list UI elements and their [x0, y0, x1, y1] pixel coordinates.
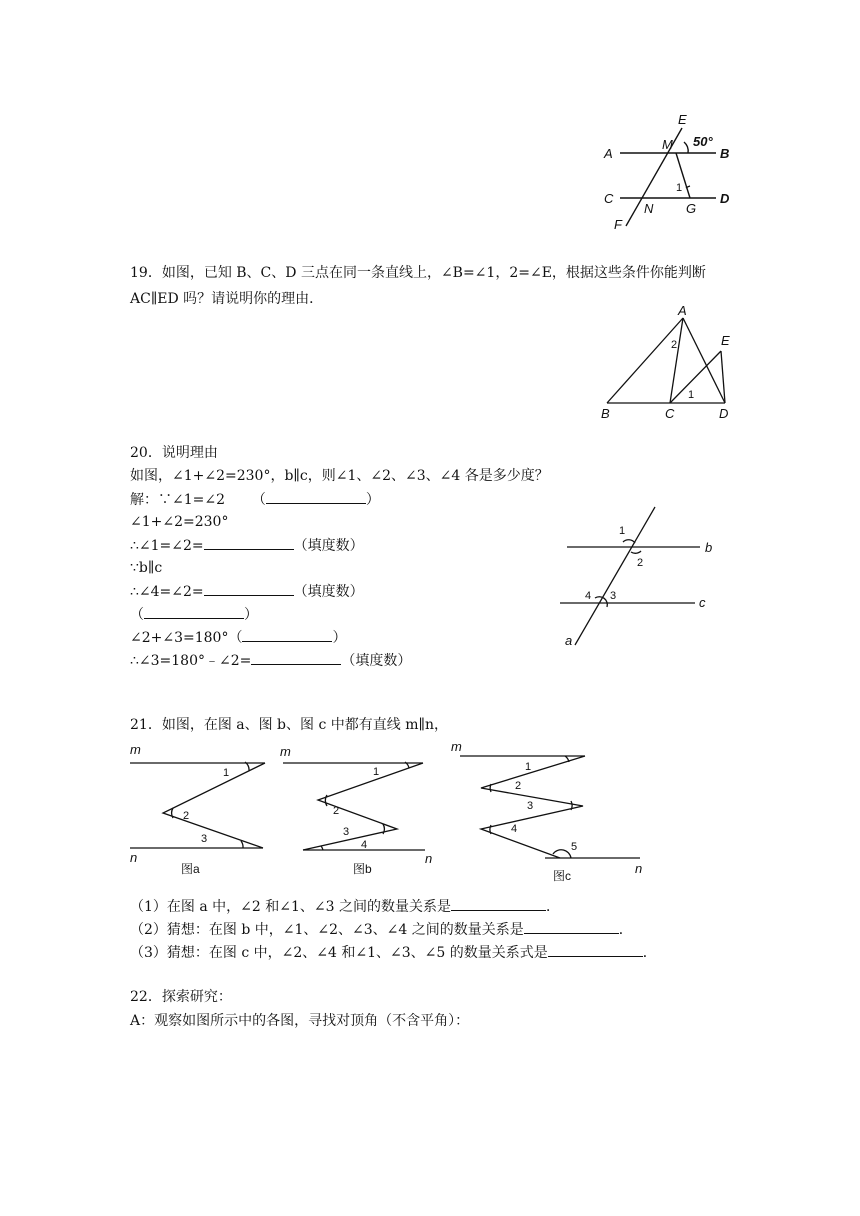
figure-q20: [555, 505, 725, 650]
answer-blank-5[interactable]: [242, 626, 332, 642]
label-e: E: [721, 333, 730, 348]
label-b: B: [601, 406, 610, 421]
angle-arc-50: [684, 142, 688, 153]
answer-blank-3[interactable]: [204, 580, 294, 596]
q20-step3-text: ∴∠1=∠2=: [130, 538, 204, 554]
label-b: B: [720, 146, 730, 161]
figure-c: [460, 756, 640, 858]
label-n-c: n: [635, 861, 643, 876]
label-b: b: [705, 540, 713, 555]
label-m: M: [662, 137, 673, 152]
answer-blank-2[interactable]: [204, 534, 294, 550]
label-m-a: m: [130, 742, 141, 757]
label-angle-2: 2: [637, 557, 644, 569]
q20-step4: ∵b∥c: [130, 560, 163, 576]
q20-step5-text: ∴∠4=∠2=: [130, 584, 204, 600]
label-c: C: [604, 191, 614, 206]
segment-ce: [670, 351, 721, 403]
label-b-4: 4: [361, 839, 368, 851]
answer-blank-8[interactable]: [524, 918, 619, 934]
label-a-3: 3: [201, 833, 208, 845]
q21-sub1: [130, 895, 560, 918]
q20-step7-text: ∠2+∠3=180°: [130, 630, 229, 646]
q20-step1: [130, 488, 380, 511]
fill-degree-note: （填度数）: [341, 653, 412, 669]
fill-degree-note: （填度数）: [293, 538, 364, 554]
label-e: E: [678, 112, 687, 127]
label-a-1: 1: [223, 767, 230, 779]
q21-sub2-text: （2）猜想：在图 b 中，∠1、∠2、∠3、∠4 之间的数量关系是: [130, 922, 524, 938]
label-angle-1: 1: [619, 525, 626, 537]
period: ．: [618, 922, 633, 938]
label-m-c: m: [451, 739, 462, 754]
line-a: [575, 507, 655, 645]
label-b-1: 1: [373, 766, 380, 778]
period: ．: [545, 899, 560, 915]
label-a: a: [565, 633, 573, 648]
label-c-1: 1: [525, 761, 532, 773]
answer-blank-9[interactable]: [548, 941, 643, 957]
label-n-a: n: [130, 850, 138, 865]
paren-open: （: [251, 492, 266, 508]
label-b-3: 3: [343, 826, 350, 838]
q20-step8-text: ∴∠3=180°﹣∠2=: [130, 653, 252, 669]
q21-sub2: [130, 918, 633, 941]
caption-c: 图c: [553, 869, 572, 883]
fill-degree-note: （填度数）: [293, 584, 364, 600]
zigzag-b: [303, 763, 423, 850]
q20-step2: ∠1+∠2=230°: [130, 514, 229, 530]
q19-line1: 19．如图，已知 B、C、D 三点在同一条直线上，∠B=∠1，2=∠E，根据这些条件你能判断: [130, 265, 706, 281]
label-g: G: [686, 201, 697, 216]
angle-arc-4: [595, 597, 607, 607]
q20-step1-text: 解：∵∠1=∠2: [130, 492, 226, 508]
label-d: D: [719, 406, 729, 421]
paren-open: （: [228, 630, 243, 646]
label-angle-3: 3: [610, 590, 617, 602]
angle-arc-1: [623, 540, 635, 543]
label-angle-1: 1: [688, 389, 695, 401]
figure-q18: [598, 108, 748, 238]
q21-sub1-text: （1）在图 a 中，∠2 和∠1、∠3 之间的数量关系是: [130, 899, 451, 915]
label-n-b: n: [425, 851, 433, 866]
answer-blank-6[interactable]: [251, 649, 341, 665]
q21-intro: 21．如图，在图 a、图 b、图 c 中都有直线 m∥n，: [130, 717, 448, 733]
label-b-2: 2: [333, 805, 340, 817]
label-angle-4: 4: [585, 590, 592, 602]
answer-blank-4[interactable]: [144, 603, 244, 619]
zigzag-a: [163, 763, 265, 848]
angle-arc-2: [631, 551, 641, 553]
answer-blank-1[interactable]: [266, 488, 366, 504]
label-angle-1: 1: [676, 182, 683, 194]
q22-title: 22．探索研究：: [130, 989, 232, 1005]
q20-title: 20．说明理由: [130, 445, 218, 461]
paren-close: ）: [244, 607, 258, 623]
label-50-degree: 50°: [693, 134, 713, 149]
q21-sub3: [130, 941, 657, 964]
q21-sub3-text: （3）猜想：在图 c 中，∠2、∠4 和∠1、∠3、∠5 的数量关系式是: [130, 945, 548, 961]
q20-step7: [130, 626, 346, 649]
figure-q21: [125, 738, 670, 888]
label-c-2: 2: [515, 780, 522, 792]
paren-open: （: [130, 607, 144, 623]
label-angle-2: 2: [671, 339, 678, 351]
caption-b: 图b: [353, 862, 372, 876]
q20-step3: [130, 534, 364, 557]
figure-q19: [595, 302, 745, 424]
label-c-3: 3: [527, 800, 534, 812]
q20-step6: [130, 603, 258, 626]
label-a-2: 2: [183, 810, 190, 822]
paren-close: ）: [365, 492, 380, 508]
period: ．: [642, 945, 657, 961]
label-n: N: [644, 201, 654, 216]
label-a: A: [604, 146, 613, 161]
figure-b: [283, 762, 425, 850]
label-c: c: [699, 595, 706, 610]
q20-step8: [130, 649, 411, 672]
q19-line2: AC∥ED 吗？请说明你的理由．: [130, 291, 324, 307]
q20-step5: [130, 580, 364, 603]
paren-close: ）: [332, 630, 347, 646]
figure-a: [130, 762, 265, 848]
label-d: D: [720, 191, 730, 206]
q22-line: A：观察如图所示中的各图，寻找对顶角（不含平角）：: [130, 1013, 470, 1029]
label-c-5: 5: [571, 841, 578, 853]
label-m-b: m: [280, 744, 291, 759]
answer-blank-7[interactable]: [451, 895, 546, 911]
line-ef: [626, 128, 682, 226]
label-c: C: [665, 406, 675, 421]
label-c-4: 4: [511, 823, 518, 835]
label-a: A: [678, 303, 687, 318]
q20-question: 如图，∠1+∠2=230°，b∥c，则∠1、∠2、∠3、∠4 各是多少度？: [130, 468, 549, 484]
caption-a: 图a: [181, 862, 200, 876]
label-f: F: [614, 217, 622, 232]
